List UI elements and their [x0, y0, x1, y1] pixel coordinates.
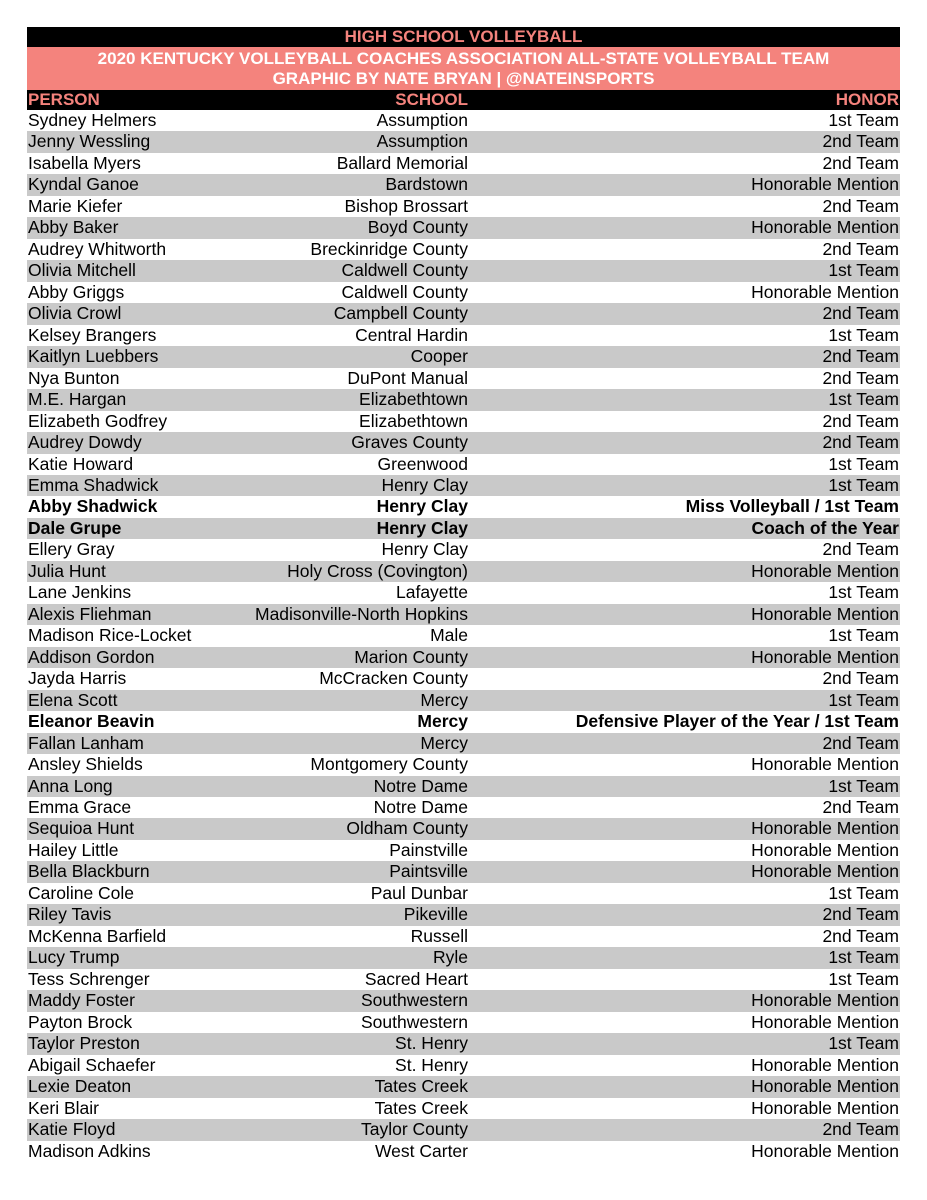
school-cell: Breckinridge County — [310, 238, 468, 259]
honor-cell: Miss Volleyball / 1st Team — [685, 496, 899, 517]
school-cell: Notre Dame — [373, 775, 468, 796]
category-banner — [27, 27, 900, 47]
column-header-school: SCHOOL — [395, 90, 468, 109]
school-cell: Russell — [410, 925, 468, 946]
school-cell: Notre Dame — [373, 797, 468, 817]
honor-cell: Coach of the Year — [751, 517, 899, 538]
honor-cell: Honorable Mention — [751, 281, 899, 302]
honor-cell: 1st Team — [828, 110, 899, 130]
school-cell: Paul Dunbar — [370, 882, 468, 903]
table-row — [27, 1055, 900, 1076]
honor-cell: 2nd Team — [822, 303, 899, 324]
table-row — [27, 539, 900, 560]
honor-cell: Honorable Mention — [751, 646, 899, 667]
person-cell: Abby Griggs — [28, 281, 125, 302]
person-cell: Kelsey Brangers — [28, 324, 157, 345]
honor-cell: 1st Team — [828, 582, 899, 603]
person-cell: Fallan Lanham — [28, 732, 144, 753]
school-cell: Henry Clay — [381, 539, 468, 560]
school-cell: Montgomery County — [310, 754, 468, 775]
school-cell: Central Hardin — [355, 324, 468, 345]
table-row — [27, 239, 900, 260]
table-row — [27, 325, 900, 346]
person-cell: Bella Blackburn — [28, 861, 150, 882]
school-cell: Southwestern — [360, 990, 468, 1011]
school-cell: St. Henry — [395, 1054, 468, 1075]
school-cell: Ryle — [432, 947, 468, 968]
school-cell: Southwestern — [360, 1011, 468, 1032]
table-row — [27, 947, 900, 968]
table-row — [27, 1098, 900, 1119]
table-row — [27, 303, 900, 324]
school-cell: McCracken County — [319, 668, 468, 689]
school-cell: Sacred Heart — [364, 968, 468, 989]
school-cell: Henry Clay — [381, 474, 468, 495]
table-row — [27, 346, 900, 367]
school-cell: Male — [430, 625, 468, 646]
table-row — [27, 818, 900, 839]
person-cell: Madison Rice-Locket — [28, 625, 192, 646]
honor-cell: Honorable Mention — [751, 990, 899, 1011]
honor-cell: 2nd Team — [822, 904, 899, 925]
column-header-honor: HONOR — [835, 90, 899, 109]
school-cell: Caldwell County — [341, 281, 468, 302]
school-cell: Henry Clay — [376, 496, 468, 517]
person-cell: Taylor Preston — [28, 1033, 140, 1054]
honor-cell: Honorable Mention — [751, 1140, 899, 1161]
honor-cell: 1st Team — [828, 1033, 899, 1054]
table-row — [27, 711, 900, 732]
school-cell: West Carter — [374, 1140, 468, 1161]
person-cell: Nya Bunton — [28, 367, 120, 388]
school-cell: Lafayette — [396, 582, 468, 603]
school-cell: Bardstown — [385, 174, 468, 195]
school-cell: Taylor County — [361, 1119, 468, 1140]
honor-cell: 2nd Team — [822, 1119, 899, 1140]
table-row — [27, 668, 900, 689]
person-cell: Tess Schrenger — [28, 968, 150, 989]
person-cell: Abigail Schaefer — [28, 1054, 156, 1075]
table-row — [27, 110, 900, 131]
honor-cell: 2nd Team — [822, 925, 899, 946]
honor-cell: 2nd Team — [822, 195, 899, 216]
table-row — [27, 883, 900, 904]
honor-cell: Honorable Mention — [751, 174, 899, 195]
table-row — [27, 475, 900, 496]
school-cell: Bishop Brossart — [344, 195, 468, 216]
honor-cell: 1st Team — [828, 625, 899, 646]
person-cell: Abby Shadwick — [28, 496, 158, 517]
school-cell: Paintsville — [389, 861, 468, 882]
school-cell: Caldwell County — [341, 260, 468, 281]
honor-cell: Honorable Mention — [751, 1011, 899, 1032]
table-row — [27, 690, 900, 711]
school-cell: Elizabethtown — [359, 410, 468, 431]
table-row — [27, 282, 900, 303]
school-cell: Madisonville-North Hopkins — [255, 603, 468, 624]
honor-cell: Honorable Mention — [751, 1054, 899, 1075]
person-cell: Kyndal Ganoe — [28, 174, 139, 195]
person-cell: Kaitlyn Luebbers — [28, 346, 159, 367]
table-row — [27, 797, 900, 818]
school-cell: Campbell County — [333, 303, 468, 324]
honor-cell: 1st Team — [828, 453, 899, 474]
table-row — [27, 754, 900, 775]
honor-cell: 1st Team — [828, 947, 899, 968]
person-cell: Olivia Crowl — [28, 303, 122, 324]
honor-cell: 2nd Team — [822, 797, 899, 817]
table-row — [27, 582, 900, 603]
honor-cell: Honorable Mention — [751, 217, 899, 238]
honor-cell: 1st Team — [828, 968, 899, 989]
person-cell: Olivia Mitchell — [28, 260, 136, 281]
honor-cell: 2nd Team — [822, 152, 899, 173]
person-cell: Lexie Deaton — [28, 1076, 132, 1097]
table-row — [27, 217, 900, 238]
person-cell: Ansley Shields — [28, 754, 143, 775]
person-cell: Emma Shadwick — [28, 474, 159, 495]
honor-cell: 2nd Team — [822, 432, 899, 453]
honor-cell: Honorable Mention — [751, 839, 899, 860]
table-row — [27, 496, 900, 517]
table-row — [27, 174, 900, 195]
honor-cell: 2nd Team — [822, 410, 899, 431]
person-cell: Jayda Harris — [28, 668, 127, 689]
honor-cell: Honorable Mention — [751, 1097, 899, 1118]
table-row — [27, 389, 900, 410]
school-cell: Mercy — [417, 711, 468, 732]
school-cell: Mercy — [420, 689, 468, 710]
person-cell: Elena Scott — [28, 689, 118, 710]
honor-cell: Honorable Mention — [751, 861, 899, 882]
table-row — [27, 1033, 900, 1054]
school-cell: Assumption — [376, 110, 468, 130]
table-row — [27, 990, 900, 1011]
person-cell: Lucy Trump — [28, 947, 120, 968]
person-cell: Hailey Little — [28, 839, 119, 860]
school-cell: Mercy — [420, 732, 468, 753]
table-row — [27, 411, 900, 432]
school-cell: Greenwood — [377, 453, 468, 474]
school-cell: Henry Clay — [376, 517, 468, 538]
school-cell: Tates Creek — [374, 1097, 468, 1118]
table-title: 2020 KENTUCKY VOLLEYBALL COACHES ASSOCIATION ALL-STATE VOLLEYBALL TEAM — [97, 49, 830, 68]
table-row — [27, 733, 900, 754]
table-row — [27, 518, 900, 539]
school-cell: DuPont Manual — [347, 367, 468, 388]
honor-cell: 2nd Team — [822, 346, 899, 367]
school-cell: Elizabethtown — [359, 389, 468, 410]
honor-cell: Honorable Mention — [751, 754, 899, 775]
honor-cell: Defensive Player of the Year / 1st Team — [575, 711, 899, 732]
table-row — [27, 1141, 900, 1162]
person-cell: Emma Grace — [28, 797, 132, 817]
school-cell: Cooper — [410, 346, 468, 367]
honor-cell: 1st Team — [828, 260, 899, 281]
honor-cell: 1st Team — [828, 882, 899, 903]
person-cell: Caroline Cole — [28, 882, 135, 903]
person-cell: Anna Long — [28, 775, 113, 796]
table-body — [27, 110, 900, 1162]
honor-cell: 1st Team — [828, 324, 899, 345]
person-cell: Eleanor Beavin — [28, 711, 155, 732]
honor-cell: 2nd Team — [822, 668, 899, 689]
honor-cell: 1st Team — [828, 689, 899, 710]
school-cell: Ballard Memorial — [336, 152, 468, 173]
honor-cell: 1st Team — [828, 474, 899, 495]
person-cell: Elizabeth Godfrey — [28, 410, 168, 431]
person-cell: M.E. Hargan — [28, 389, 127, 410]
person-cell: Julia Hunt — [28, 560, 106, 581]
honor-cell: Honorable Mention — [751, 560, 899, 581]
table-row — [27, 625, 900, 646]
table-row — [27, 969, 900, 990]
table-row — [27, 260, 900, 281]
person-cell: Madison Adkins — [28, 1140, 151, 1161]
school-cell: Graves County — [351, 432, 468, 453]
honor-cell: Honorable Mention — [751, 818, 899, 839]
table-row — [27, 131, 900, 152]
school-cell: Tates Creek — [374, 1076, 468, 1097]
table-row — [27, 904, 900, 925]
person-cell: Katie Floyd — [28, 1119, 116, 1140]
table-row — [27, 1076, 900, 1097]
honor-cell: 1st Team — [828, 389, 899, 410]
category-title: HIGH SCHOOL VOLLEYBALL — [344, 27, 583, 46]
person-cell: Audrey Whitworth — [28, 238, 167, 259]
table-row — [27, 454, 900, 475]
honor-cell: Honorable Mention — [751, 603, 899, 624]
person-cell: Isabella Myers — [28, 152, 141, 173]
table-row — [27, 368, 900, 389]
table-row — [27, 153, 900, 174]
school-cell: Holy Cross (Covington) — [287, 560, 468, 581]
table-row — [27, 432, 900, 453]
honor-cell: 1st Team — [828, 775, 899, 796]
person-cell: Jenny Wessling — [28, 131, 151, 152]
column-header-row — [27, 90, 900, 110]
school-cell: Pikeville — [403, 904, 468, 925]
all-state-table — [27, 27, 900, 1162]
person-cell: Dale Grupe — [28, 517, 122, 538]
table-row — [27, 840, 900, 861]
table-row — [27, 1119, 900, 1140]
table-row — [27, 776, 900, 797]
school-cell: Marion County — [354, 646, 468, 667]
table-row — [27, 861, 900, 882]
person-cell: Marie Kiefer — [28, 195, 123, 216]
school-cell: Painstville — [389, 839, 468, 860]
table-row — [27, 561, 900, 582]
person-cell: Keri Blair — [28, 1097, 99, 1118]
person-cell: Ellery Gray — [28, 539, 115, 560]
column-header-person: PERSON — [28, 90, 100, 109]
person-cell: Sequioa Hunt — [28, 818, 135, 839]
person-cell: Audrey Dowdy — [28, 432, 142, 453]
person-cell: Addison Gordon — [28, 646, 155, 667]
school-cell: Boyd County — [367, 217, 468, 238]
person-cell: Lane Jenkins — [28, 582, 132, 603]
person-cell: Riley Tavis — [28, 904, 112, 925]
school-cell: Assumption — [376, 131, 468, 152]
honor-cell: 2nd Team — [822, 732, 899, 753]
table-row — [27, 604, 900, 625]
honor-cell: Honorable Mention — [751, 1076, 899, 1097]
honor-cell: 2nd Team — [822, 539, 899, 560]
graphic-credit: GRAPHIC BY NATE BRYAN | @NATEINSPORTS — [272, 69, 655, 88]
table-row — [27, 647, 900, 668]
person-cell: Maddy Foster — [28, 990, 135, 1011]
table-row — [27, 1012, 900, 1033]
honor-cell: 2nd Team — [822, 131, 899, 152]
person-cell: Payton Brock — [28, 1011, 133, 1032]
person-cell: McKenna Barfield — [28, 925, 167, 946]
table-row — [27, 926, 900, 947]
person-cell: Abby Baker — [28, 217, 119, 238]
title-banner — [27, 47, 900, 90]
honor-cell: 2nd Team — [822, 238, 899, 259]
person-cell: Katie Howard — [28, 453, 134, 474]
school-cell: Oldham County — [346, 818, 468, 839]
person-cell: Sydney Helmers — [28, 110, 157, 130]
person-cell: Alexis Fliehman — [28, 603, 152, 624]
table-row — [27, 196, 900, 217]
honor-cell: 2nd Team — [822, 367, 899, 388]
school-cell: St. Henry — [395, 1033, 468, 1054]
